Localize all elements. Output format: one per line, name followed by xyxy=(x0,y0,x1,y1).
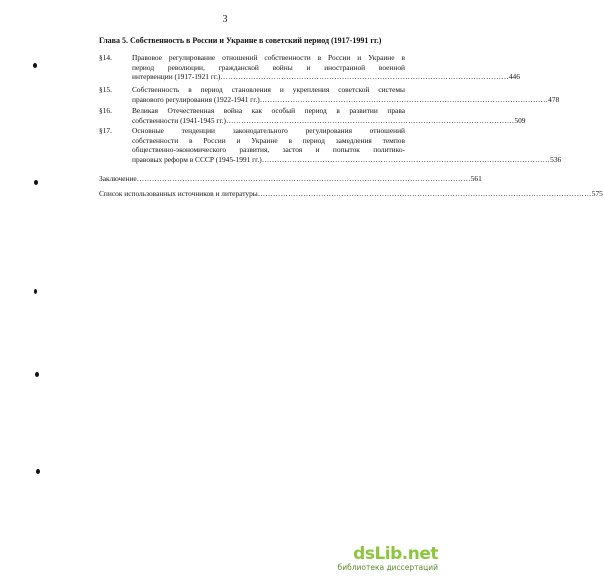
leader-dots: …………………………………………………………………………………………………………………… xyxy=(257,189,592,198)
entry-line: период революции, гражданской войны и иностранной военной xyxy=(132,62,405,72)
leader-dots: …………………………………………………………………………………………………… xyxy=(220,72,509,82)
entry-title: Список использованных источников и литературы xyxy=(99,189,258,198)
watermark-subtitle: библиотека диссертаций xyxy=(337,563,438,572)
binder-hole-mark xyxy=(34,289,37,294)
page-ref: 575 xyxy=(591,189,603,198)
entry-line: собственности в России и Украине в период замедления темпов xyxy=(132,135,405,145)
entry-line: Великая Отечественная война как особый период в развитии права xyxy=(132,106,405,115)
section-number: §17. xyxy=(99,126,112,135)
leader-dots: …………………………………………………………………………………………………………………… xyxy=(136,174,471,183)
section-number: §14. xyxy=(99,53,112,62)
binder-hole-mark xyxy=(33,63,37,68)
entry-line: правового регулирования (1922-1941 гг.) xyxy=(132,94,260,104)
leader-dots: …………………………………………………………………………………………………… xyxy=(259,94,549,104)
entry-line: интервенции (1917-1921 гг.) xyxy=(132,72,221,82)
page-ref: 561 xyxy=(470,174,482,183)
toc-entry xyxy=(99,126,562,166)
toc-entry xyxy=(99,53,520,83)
section-number: §16. xyxy=(99,106,112,115)
section-number: §15. xyxy=(99,85,112,94)
entry-line: правовых реформ в СССР (1945-1991 гг.) xyxy=(132,154,262,164)
entry-line: Собственность в период становления и укрепления советской системы xyxy=(132,85,405,94)
page-ref: 509 xyxy=(514,115,526,125)
chapter-heading: Глава 5. Собственность в России и Украине в советский период (1917-1991 гг.) xyxy=(99,36,382,45)
entry-line: собственности (1941-1945 гг.) xyxy=(132,115,226,125)
toc-entry-bibliography xyxy=(99,189,603,199)
watermark-logo: dsLib.net xyxy=(353,544,438,564)
page-ref: 478 xyxy=(548,94,560,104)
toc-entry xyxy=(99,106,526,126)
entry-line: Правовое регулирование отношений собственности в России и Украине в xyxy=(132,53,405,62)
leader-dots: …………………………………………………………………………………………………… xyxy=(225,115,515,125)
entry-line: Основные тенденции законодательного регулирования отношений xyxy=(132,126,405,135)
binder-hole-mark xyxy=(36,469,40,474)
entry-title: Заключение xyxy=(99,174,137,183)
binder-hole-mark xyxy=(34,180,38,185)
leader-dots: …………………………………………………………………………………………………… xyxy=(261,154,551,164)
page-ref: 536 xyxy=(550,154,562,164)
toc-entry-conclusion xyxy=(99,174,482,184)
watermark xyxy=(318,544,438,574)
toc-entry xyxy=(99,85,560,105)
page-number: 3 xyxy=(222,14,228,25)
entry-line: общественно-экономического развития, застоя и попыток политико- xyxy=(132,145,405,155)
binder-hole-mark xyxy=(35,372,39,377)
page-ref: 446 xyxy=(508,72,520,82)
